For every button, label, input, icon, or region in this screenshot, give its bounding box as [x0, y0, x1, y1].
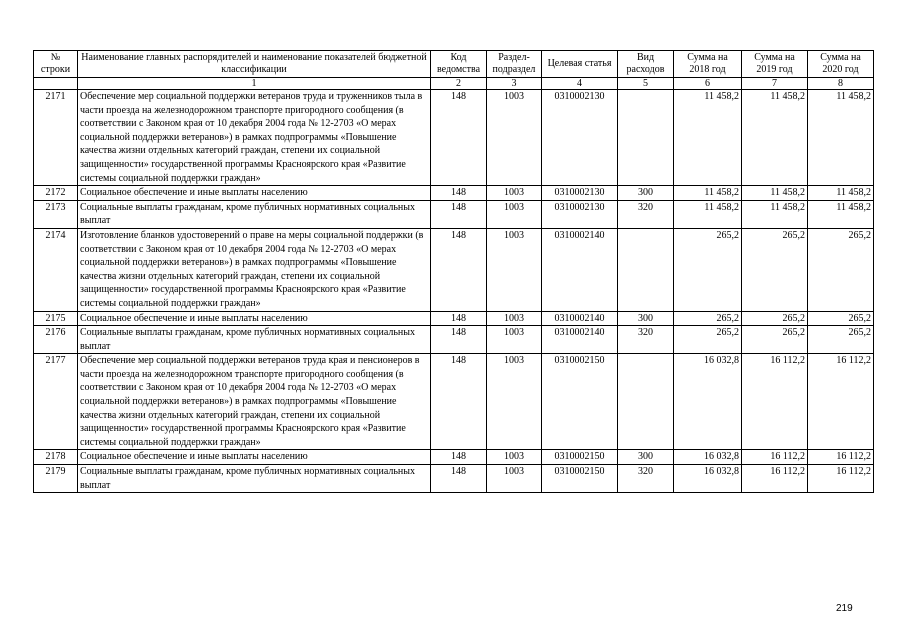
row-number-cell: 2177 [34, 354, 78, 450]
expense-type-cell: 300 [618, 311, 674, 326]
table-row [34, 450, 874, 465]
row-name-cell: Изготовление бланков удостоверений о праве на меры социальной поддержки (в соответствии с Законом края от 10 декабря 2004 года № 12-2703 «О мерах социальной поддержки ветеранов») в рамках подпрограммы «Повышение качества жизни отдельных категорий граждан, степени их социальной защищенности» государственной программы Красноярского края «Развитие системы социальной поддержки граждан» [78, 228, 431, 311]
department-code-cell: 148 [431, 200, 487, 228]
table-row [34, 326, 874, 354]
budget-table [33, 50, 874, 493]
column-number: 1 [78, 78, 431, 90]
department-code-cell: 148 [431, 90, 487, 186]
expense-type-cell: 320 [618, 326, 674, 354]
column-number: 7 [742, 78, 808, 90]
table-row [34, 465, 874, 493]
sum-2020-cell: 16 112,2 [808, 354, 874, 450]
section-code-cell: 1003 [487, 465, 542, 493]
row-number-cell: 2175 [34, 311, 78, 326]
row-number-cell: 2171 [34, 90, 78, 186]
header-target-article: Целевая статья [542, 51, 618, 78]
sum-2018-cell: 16 032,8 [674, 465, 742, 493]
row-number-cell: 2179 [34, 465, 78, 493]
header-sum-2020: Сумма на 2020 год [808, 51, 874, 78]
target-article-cell: 0310002150 [542, 450, 618, 465]
table-row [34, 354, 874, 450]
department-code-cell: 148 [431, 326, 487, 354]
sum-2020-cell: 265,2 [808, 311, 874, 326]
sum-2018-cell: 11 458,2 [674, 90, 742, 186]
target-article-cell: 0310002150 [542, 354, 618, 450]
sum-2020-cell: 11 458,2 [808, 186, 874, 201]
department-code-cell: 148 [431, 450, 487, 465]
section-code-cell: 1003 [487, 326, 542, 354]
row-name-cell: Обеспечение мер социальной поддержки ветеранов труда и труженников тыла в части проезда на железнодорожном транспорте пригородного сообщения (в соответствии с Законом края от 10 декабря 2004 года № 12-2703 «О мерах социальной поддержки ветеранов») в рамках подпрограммы «Повышение качества жизни отдельных категорий граждан, степени их социальной защищенности» государственной программы Красноярского края «Развитие системы социальной поддержки граждан» [78, 90, 431, 186]
sum-2018-cell: 265,2 [674, 311, 742, 326]
row-number-cell: 2173 [34, 200, 78, 228]
sum-2019-cell: 16 112,2 [742, 354, 808, 450]
row-name-cell: Социальные выплаты гражданам, кроме публичных нормативных социальных выплат [78, 326, 431, 354]
target-article-cell: 0310002140 [542, 311, 618, 326]
department-code-cell: 148 [431, 228, 487, 311]
sum-2020-cell: 265,2 [808, 228, 874, 311]
sum-2019-cell: 11 458,2 [742, 186, 808, 201]
row-number-cell: 2176 [34, 326, 78, 354]
table-row [34, 90, 874, 186]
row-name-cell: Социальное обеспечение и иные выплаты населению [78, 450, 431, 465]
table-row [34, 200, 874, 228]
expense-type-cell [618, 354, 674, 450]
department-code-cell: 148 [431, 354, 487, 450]
table-row [34, 311, 874, 326]
department-code-cell: 148 [431, 186, 487, 201]
expense-type-cell: 320 [618, 465, 674, 493]
sum-2019-cell: 265,2 [742, 311, 808, 326]
header-row [34, 51, 874, 78]
column-number [34, 78, 78, 90]
sum-2020-cell: 11 458,2 [808, 90, 874, 186]
section-code-cell: 1003 [487, 200, 542, 228]
expense-type-cell: 300 [618, 186, 674, 201]
sum-2018-cell: 11 458,2 [674, 186, 742, 201]
section-code-cell: 1003 [487, 228, 542, 311]
column-number: 4 [542, 78, 618, 90]
sum-2019-cell: 265,2 [742, 326, 808, 354]
sum-2020-cell: 16 112,2 [808, 465, 874, 493]
sum-2019-cell: 265,2 [742, 228, 808, 311]
row-number-cell: 2178 [34, 450, 78, 465]
row-name-cell: Социальные выплаты гражданам, кроме публичных нормативных социальных выплат [78, 465, 431, 493]
column-number: 6 [674, 78, 742, 90]
target-article-cell: 0310002130 [542, 186, 618, 201]
sum-2018-cell: 16 032,8 [674, 354, 742, 450]
header-sum-2018: Сумма на 2018 год [674, 51, 742, 78]
table-body [34, 90, 874, 493]
table-row [34, 186, 874, 201]
department-code-cell: 148 [431, 311, 487, 326]
column-number: 2 [431, 78, 487, 90]
expense-type-cell: 300 [618, 450, 674, 465]
column-number: 3 [487, 78, 542, 90]
table-row [34, 228, 874, 311]
section-code-cell: 1003 [487, 354, 542, 450]
row-name-cell: Социальное обеспечение и иные выплаты населению [78, 311, 431, 326]
header-expense-type: Вид расходов [618, 51, 674, 78]
expense-type-cell [618, 228, 674, 311]
sum-2020-cell: 265,2 [808, 326, 874, 354]
sum-2019-cell: 11 458,2 [742, 90, 808, 186]
sum-2018-cell: 16 032,8 [674, 450, 742, 465]
sum-2020-cell: 16 112,2 [808, 450, 874, 465]
sum-2019-cell: 11 458,2 [742, 200, 808, 228]
section-code-cell: 1003 [487, 90, 542, 186]
column-number-row [34, 78, 874, 90]
header-row-number: № строки [34, 51, 78, 78]
column-number: 8 [808, 78, 874, 90]
row-number-cell: 2174 [34, 228, 78, 311]
header-sum-2019: Сумма на 2019 год [742, 51, 808, 78]
sum-2018-cell: 265,2 [674, 326, 742, 354]
expense-type-cell: 320 [618, 200, 674, 228]
section-code-cell: 1003 [487, 450, 542, 465]
sum-2018-cell: 265,2 [674, 228, 742, 311]
sum-2019-cell: 16 112,2 [742, 465, 808, 493]
sum-2018-cell: 11 458,2 [674, 200, 742, 228]
expense-type-cell [618, 90, 674, 186]
row-name-cell: Социальные выплаты гражданам, кроме публичных нормативных социальных выплат [78, 200, 431, 228]
target-article-cell: 0310002130 [542, 200, 618, 228]
section-code-cell: 1003 [487, 311, 542, 326]
department-code-cell: 148 [431, 465, 487, 493]
target-article-cell: 0310002140 [542, 326, 618, 354]
target-article-cell: 0310002150 [542, 465, 618, 493]
column-number: 5 [618, 78, 674, 90]
row-number-cell: 2172 [34, 186, 78, 201]
row-name-cell: Социальное обеспечение и иные выплаты населению [78, 186, 431, 201]
header-name: Наименование главных распорядителей и наименование показателей бюджетной классификации [78, 51, 431, 78]
target-article-cell: 0310002130 [542, 90, 618, 186]
sum-2020-cell: 11 458,2 [808, 200, 874, 228]
target-article-cell: 0310002140 [542, 228, 618, 311]
page-number: 219 [836, 603, 853, 614]
header-section: Раздел-подраздел [487, 51, 542, 78]
sum-2019-cell: 16 112,2 [742, 450, 808, 465]
section-code-cell: 1003 [487, 186, 542, 201]
header-department-code: Код ведомства [431, 51, 487, 78]
row-name-cell: Обеспечение мер социальной поддержки ветеранов труда края и пенсионеров в части проезда на железнодорожном транспорте пригородного сообщения (в соответствии с Законом края от 10 декабря 2004 года № 12-2703 «О мерах социальной поддержки ветеранов») в рамках подпрограммы «Повышение качества жизни отдельных категорий граждан, степени их социальной защищенности» государственной программы Красноярского края «Развитие системы социальной поддержки граждан» [78, 354, 431, 450]
